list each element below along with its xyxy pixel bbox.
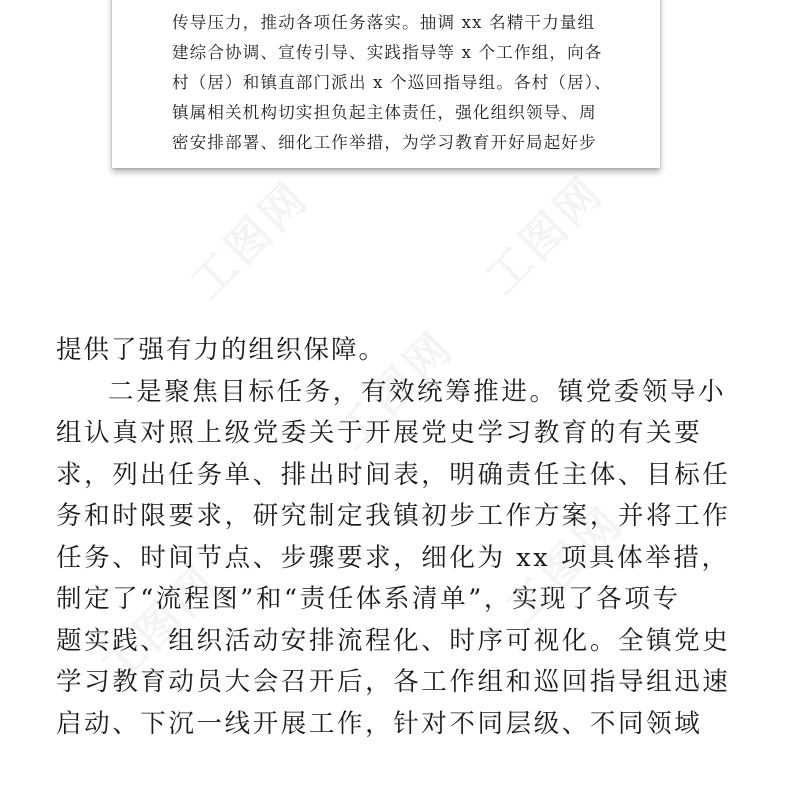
body-text-line: 求，列出任务单、排出时间表，明确责任主体、目标任 <box>56 459 731 490</box>
body-text-line: 任务、时间节点、步骤要求，细化为 xx 项具体举措， <box>56 542 730 573</box>
card-text-line: 镇属相关机构切实担负起主体责任，强化组织领导、周 <box>172 103 597 122</box>
card-text-line: 村（居）和镇直部门派出 x 个巡回指导组。各村（居）、 <box>172 73 612 92</box>
card-text-line: 传导压力，推动各项任务落实。抽调 xx 名精干力量组 <box>172 13 596 32</box>
watermark: 工图网 <box>326 321 465 460</box>
paragraph-first-line: 二是聚焦目标任务，有效统筹推进。镇党委领导小 <box>108 376 727 407</box>
quoted-document-card <box>112 0 660 168</box>
body-text-line: 提供了强有力的组织保障。 <box>56 335 387 365</box>
watermark: 工图网 <box>496 496 635 635</box>
card-text-line: 建综合协调、宣传引导、实践指导等 x 个工作组，向各 <box>172 43 603 62</box>
watermark: 工图网 <box>91 556 230 695</box>
body-text-line: 制定了“流程图”和“责任体系清单”，实现了各项专 <box>56 584 681 614</box>
document-body <box>56 330 756 745</box>
body-text-line: 学习教育动员大会召开后，各工作组和巡回指导组迅速 <box>56 667 731 697</box>
body-text-line: 题实践、组织活动安排流程化、时序可视化。全镇党史 <box>56 625 731 656</box>
body-text-line: 务和时限要求，研究制定我镇初步工作方案，并将工作 <box>56 501 731 531</box>
body-text-line: 组认真对照上级党委关于开展党史学习教育的有关要 <box>56 418 703 448</box>
card-text-line: 密安排部署、细化工作举措，为学习教育开好局起好步 <box>172 133 597 152</box>
body-text-line: 启动、下沉一线开展工作，针对不同层级、不同领域 <box>56 708 703 739</box>
watermark: 工图网 <box>181 171 320 310</box>
watermark: 工图网 <box>476 166 615 305</box>
